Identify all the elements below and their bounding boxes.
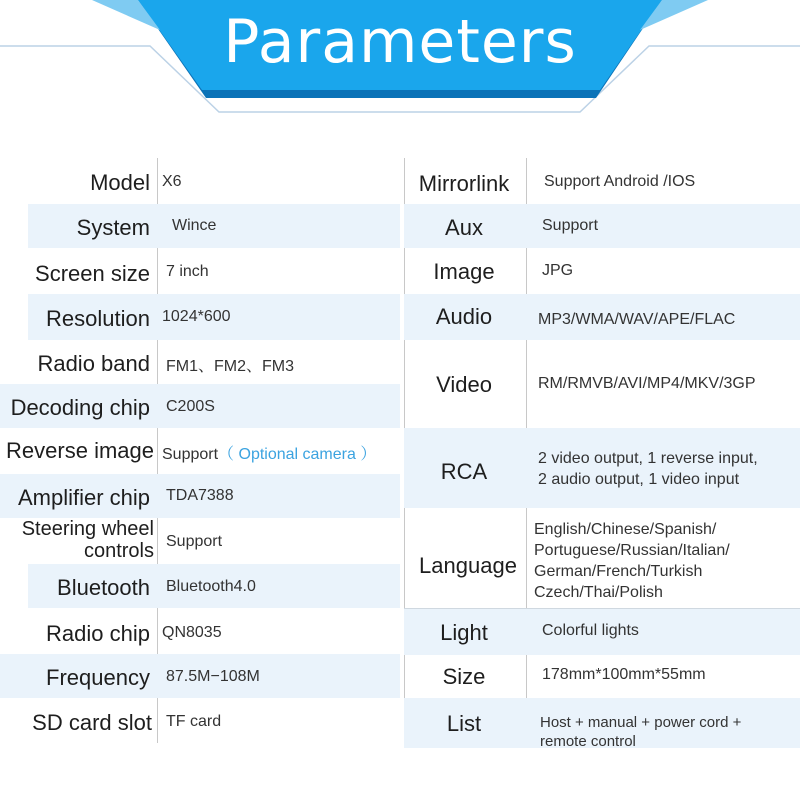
spec-row-reverse-image [0,428,400,472]
spec-label: Size [442,664,486,689]
spec-label: Reverse image [6,438,154,463]
spec-label: Bluetooth [57,575,150,600]
spec-row-frequency [0,654,400,698]
spec-row-radio-band [0,340,400,384]
spec-row-bluetooth [28,564,400,608]
spec-value: 7 inch [166,263,209,280]
spec-label: Audio [435,304,493,329]
spec-row-resolution [28,294,400,340]
spec-value: TDA7388 [166,487,234,504]
spec-row-screen-size [0,250,400,294]
spec-row-decoding-chip [0,384,400,428]
spec-label: Mirrorlink [418,171,510,196]
spec-row-mirrorlink [404,160,800,204]
spec-label: Screen size [35,261,150,286]
spec-value [162,441,376,464]
spec-label: Model [90,170,150,195]
spec-label: Radio band [37,351,150,376]
page-title: Parameters [223,7,577,77]
spec-value: 1024*600 [162,308,231,325]
spec-label: Amplifier chip [17,485,150,510]
spec-label: Resolution [46,306,150,331]
spec-value: Support [542,217,599,234]
spec-value: TF card [166,713,222,730]
spec-row-light [404,608,800,655]
spec-label: List [446,711,482,736]
spec-value: 178mm*100mm*55mm [542,666,706,683]
spec-row-list [404,698,800,748]
spec-value: 2 video output, 1 reverse input, 2 audio output, 1 video input [538,450,758,488]
spec-value: C200S [166,398,215,415]
spec-value: QN8035 [162,624,222,641]
spec-label: System [76,215,150,240]
spec-value: 87.5M−108M [166,668,260,685]
spec-row-steering-wheel [0,518,400,564]
spec-row-system [28,204,400,248]
spec-value: X6 [162,173,182,190]
spec-row-audio [404,294,800,340]
spec-label: Aux [445,215,483,240]
spec-row-model [0,160,400,204]
spec-value: Support Android /IOS [544,173,696,190]
spec-row-amplifier-chip [0,474,400,518]
spec-value: Bluetooth4.0 [166,578,256,595]
spec-value: Support [166,533,223,550]
spec-row-image [404,250,800,294]
right-spec-column [404,0,800,800]
spec-row-sd-card-slot [0,700,400,744]
optional-camera-note: （ Optional camera ） [218,446,377,463]
spec-value: JPG [542,262,574,279]
spec-label: Decoding chip [10,395,150,420]
spec-label: Radio chip [46,621,150,646]
spec-label: RCA [440,459,488,484]
spec-label: Video [436,372,492,397]
spec-label: Image [433,259,495,284]
spec-label: Light [440,620,488,645]
spec-value: English/Chinese/Spanish/ Portuguese/Russian/Italian/ German/French/Turkish Czech/Thai/Polish [534,521,730,601]
spec-value: Colorful lights [542,622,639,639]
spec-row-radio-chip [0,610,400,654]
spec-label: SD card slot [32,710,152,735]
spec-label: Language [419,553,517,578]
spec-value: MP3/WMA/WAV/APE/FLAC [538,311,736,328]
spec-label: Frequency [46,665,150,690]
spec-row-aux [404,204,800,248]
spec-row-rca [404,428,800,508]
spec-row-video [404,340,800,428]
spec-value-text: Support [162,446,219,463]
spec-value: RM/RMVB/AVI/MP4/MKV/3GP [538,375,756,392]
spec-label: Steering wheel controls [21,518,154,562]
spec-value: Host + manual + power cord + remote control [540,714,742,750]
spec-row-size [404,654,800,698]
spec-row-language [404,508,800,606]
spec-value: FM1、FM2、FM3 [166,358,295,375]
spec-value: Wince [172,217,217,234]
